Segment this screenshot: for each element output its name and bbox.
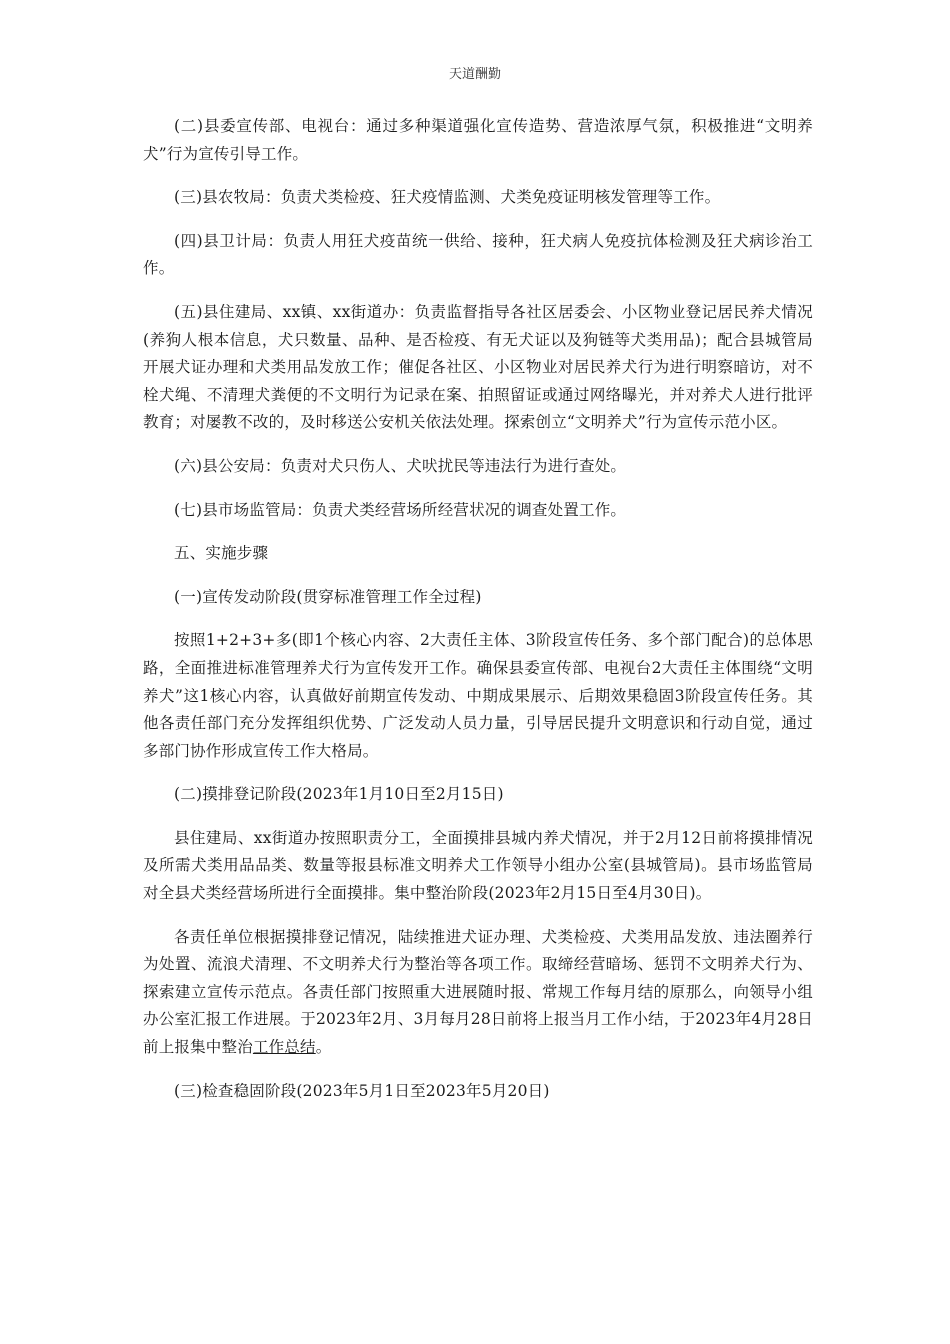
paragraph-health-bureau: (四)县卫计局：负责人用狂犬疫苗统一供给、接种，狂犬病人免疫抗体检测及狂犬病诊治工作。 xyxy=(143,231,813,278)
section-heading-steps: 五、实施步骤 xyxy=(174,544,269,563)
paragraph-text: 各责任单位根据摸排登记情况，陆续推进犬证办理、犬类检疫、犬类用品发放、违法圈养行为处置、流浪犬清理、不文明养犬行为整治等各项工作。取缔经营暗场、惩罚不文明养犬行为、探索建立宣传示范点。各责任部门按照重大进展随时报、常规工作每月结的原那么，向领导小组办公室汇报工作进展。于2023年2月、3月每月28日前将上报当月工作小结，于2023年4月28日前上报集中整治 xyxy=(143,927,813,1057)
paragraph-public-security: (六)县公安局：负责对犬只伤人、犬吠扰民等违法行为进行查处。 xyxy=(174,456,627,475)
subheading-survey-stage: (二)摸排登记阶段(2023年1月10日至2月15日) xyxy=(174,785,504,804)
paragraph-end: 。 xyxy=(315,1038,332,1057)
paragraph-survey-details: 县住建局、xx街道办按照职责分工，全面摸排县城内养犬情况，并于2月12日前将摸排情况及所需犬类用品品类、数量等报县标准文明养犬工作领导小组办公室(县城管局)。县市场监管局对全县犬类经营场所进行全面摸排。集中整治阶段(2023年2月15日至4月30日)。 xyxy=(143,828,813,903)
paragraph-propaganda-dept: (二)县委宣传部、电视台：通过多种渠道强化宣传造势、营造浓厚气氛，积极推进“文明养犬”行为宣传引导工作。 xyxy=(143,117,813,163)
paragraph-market-supervision: (七)县市场监管局：负责犬类经营场所经营状况的调查处置工作。 xyxy=(174,500,627,519)
page-header: 天道酬勤 xyxy=(448,67,501,82)
paragraph-publicity-approach: 按照1+2+3+多(即1个核心内容、2大责任主体、3阶段宣传任务、多个部门配合)的总体思路，全面推进标准管理养犬行为宣传发开工作。确保县委宣传部、电视台2大责任主体围绕“文明养犬”这1核心内容，认真做好前期宣传发动、中期成果展示、后期效果稳固3阶段宣传任务。其他各责任部门充分发挥组织优势、广泛发动人员力量，引导居民提升文明意识和行动自觉，通过多部门协作形成宣传工作大格局。 xyxy=(143,631,813,760)
work-summary-link[interactable]: 工作总结 xyxy=(252,1038,316,1057)
document-body xyxy=(143,113,813,1121)
paragraph-rectification-details xyxy=(143,924,813,1062)
paragraph-agriculture-bureau: (三)县农牧局：负责犬类检疫、狂犬疫情监测、犬类免疫证明核发管理等工作。 xyxy=(174,188,721,207)
paragraph-housing-bureau: (五)县住建局、xx镇、xx街道办：负责监督指导各社区居委会、小区物业登记居民养犬情况(养狗人根本信息，犬只数量、品种、是否检疫、有无犬证以及狗链等犬类用品)；配合县城管局开展犬证办理和犬类用品发放工作；催促各社区、小区物业对居民养犬行为进行明察暗访，对不栓犬绳、不清理犬粪便的不文明行为记录在案、拍照留证或通过网络曝光，并对养犬人进行批评教育；对屡教不改的，及时移送公安机关依法处理。探索创立“文明养犬”行为宣传示范小区。 xyxy=(143,302,813,432)
subheading-inspection-stage: (三)检查稳固阶段(2023年5月1日至2023年5月20日) xyxy=(174,1081,550,1100)
subheading-publicity-stage: (一)宣传发动阶段(贯穿标准管理工作全过程) xyxy=(174,587,482,606)
